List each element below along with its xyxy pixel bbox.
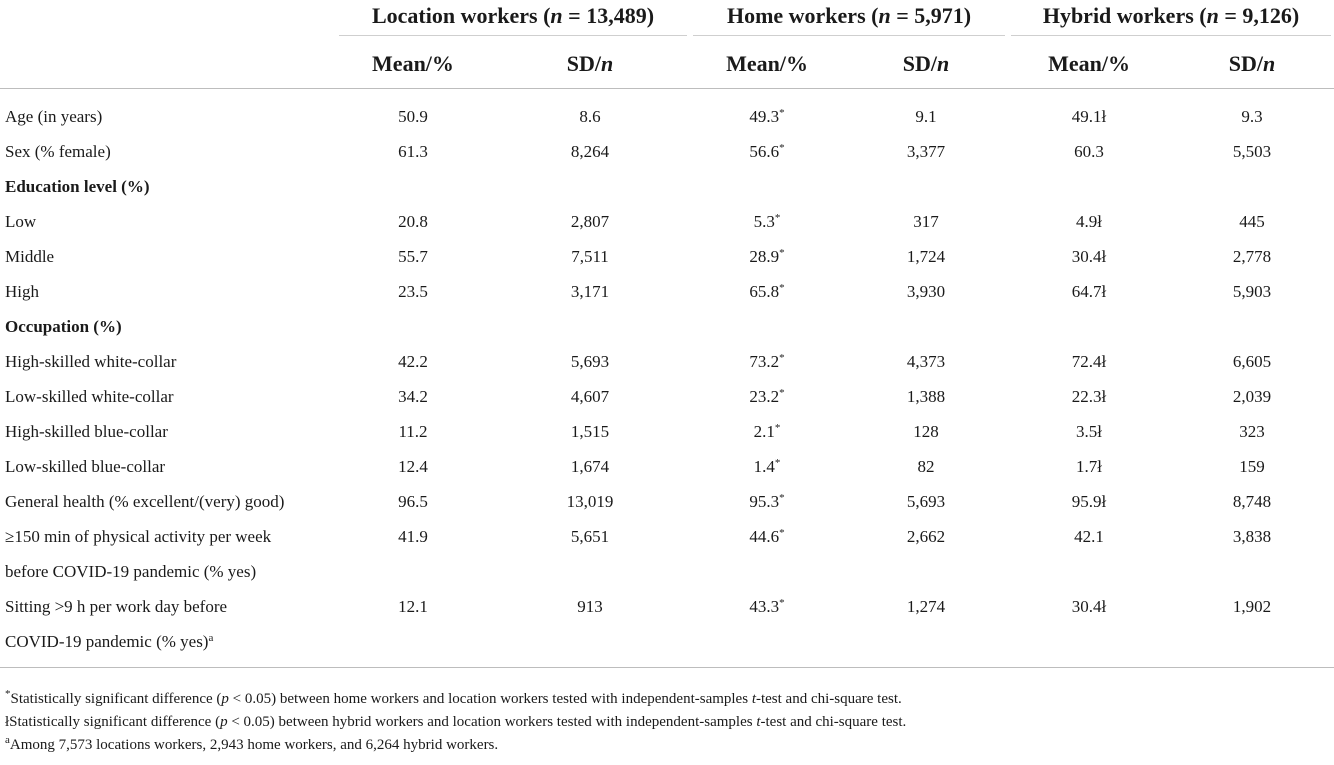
mean-cell xyxy=(690,554,844,589)
table-row xyxy=(0,589,1334,624)
mean-cell xyxy=(1008,624,1170,659)
table-row xyxy=(0,379,1334,414)
table-row xyxy=(0,484,1334,519)
mean-cell: 30.4ł xyxy=(1071,596,1107,616)
mean-cell: 1.4* xyxy=(753,456,781,476)
sd-n-cell: 8,264 xyxy=(570,141,610,161)
row-label: High-skilled white-collar xyxy=(5,351,177,371)
table-row xyxy=(0,414,1334,449)
sd-n-cell: 82 xyxy=(917,456,935,476)
sd-n-cell xyxy=(844,169,1008,204)
table-body xyxy=(0,89,1334,668)
mean-cell xyxy=(1008,554,1170,589)
table-row xyxy=(0,169,1334,204)
sd-n-cell: 9.3 xyxy=(1241,106,1263,126)
mean-cell: 11.2 xyxy=(398,421,428,441)
sd-n-cell: 128 xyxy=(913,421,939,441)
mean-cell xyxy=(1008,309,1170,344)
mean-cell: 44.6* xyxy=(749,526,785,546)
group-header-hybrid: Hybrid workers (n = 9,126) xyxy=(1008,0,1334,40)
mean-cell: 65.8* xyxy=(749,281,785,301)
sd-n-cell: 5,503 xyxy=(1232,141,1272,161)
col-header-mean: Mean/% xyxy=(1008,40,1170,89)
col-header-sd: SD/n xyxy=(490,40,690,89)
row-label: General health (% excellent/(very) good) xyxy=(5,491,285,511)
mean-cell xyxy=(1008,169,1170,204)
footnote-home: *Statistically significant difference (p < 0.05) between home workers and location workers tested with independent-samples t-test and chi-square test. xyxy=(5,688,902,707)
sd-n-cell: 2,039 xyxy=(1232,386,1272,406)
group-header-location: Location workers (n = 13,489) xyxy=(336,0,690,40)
sd-n-cell: 4,607 xyxy=(570,386,610,406)
mean-cell: 42.2 xyxy=(398,351,428,371)
row-label: Low xyxy=(5,211,37,231)
mean-cell: 96.5 xyxy=(398,491,428,511)
sd-n-cell: 1,388 xyxy=(906,386,946,406)
table-row xyxy=(0,99,1334,134)
table-row xyxy=(0,449,1334,484)
row-label: Occupation (%) xyxy=(5,316,122,336)
sd-n-cell: 5,651 xyxy=(570,526,610,546)
col-header-mean: Mean/% xyxy=(690,40,844,89)
sd-n-cell xyxy=(1170,309,1334,344)
table-row xyxy=(0,274,1334,309)
table-row xyxy=(0,239,1334,274)
mean-cell: 20.8 xyxy=(398,211,428,231)
col-header-sd: SD/n xyxy=(844,40,1008,89)
sd-n-cell: 13,019 xyxy=(566,491,614,511)
sd-n-cell xyxy=(490,169,690,204)
mean-cell: 34.2 xyxy=(398,386,428,406)
mean-cell: 23.2* xyxy=(749,386,785,406)
sd-n-cell: 1,902 xyxy=(1232,596,1272,616)
sd-n-cell: 3,377 xyxy=(906,141,946,161)
sd-n-cell: 317 xyxy=(913,211,939,231)
row-label: High xyxy=(5,281,39,301)
sd-n-cell: 1,274 xyxy=(906,596,946,616)
mean-cell: 50.9 xyxy=(398,106,428,126)
mean-cell: 73.2* xyxy=(749,351,785,371)
row-label: Age (in years) xyxy=(5,106,103,126)
sd-n-cell xyxy=(1170,624,1334,659)
sd-n-cell: 159 xyxy=(1239,456,1265,476)
table-row xyxy=(0,344,1334,379)
sd-n-cell: 3,838 xyxy=(1232,526,1272,546)
sd-n-cell xyxy=(844,624,1008,659)
mean-cell: 23.5 xyxy=(398,281,428,301)
mean-cell: 72.4ł xyxy=(1071,351,1107,371)
sd-n-cell: 1,674 xyxy=(570,456,610,476)
sd-n-cell: 445 xyxy=(1239,211,1265,231)
col-header-mean: Mean/% xyxy=(336,40,490,89)
sd-n-cell xyxy=(490,554,690,589)
row-label: Education level (%) xyxy=(5,176,150,196)
row-label: Low-skilled blue-collar xyxy=(5,456,166,476)
mean-cell: 28.9* xyxy=(749,246,785,266)
sd-n-cell xyxy=(490,624,690,659)
mean-cell: 22.3ł xyxy=(1071,386,1107,406)
sd-n-cell xyxy=(490,309,690,344)
sd-n-cell: 2,662 xyxy=(906,526,946,546)
row-label: Low-skilled white-collar xyxy=(5,386,174,406)
mean-cell: 2.1* xyxy=(753,421,781,441)
table-row xyxy=(0,624,1334,659)
group-header-home: Home workers (n = 5,971) xyxy=(690,0,1008,40)
mean-cell: 56.6* xyxy=(749,141,785,161)
row-label: Sex (% female) xyxy=(5,141,111,161)
sd-n-cell: 3,171 xyxy=(570,281,610,301)
mean-cell: 95.3* xyxy=(749,491,785,511)
table-row xyxy=(0,519,1334,554)
table-row xyxy=(0,204,1334,239)
table-row xyxy=(0,309,1334,344)
mean-cell: 4.9ł xyxy=(1076,211,1103,231)
mean-cell: 3.5ł xyxy=(1076,421,1103,441)
col-header-sd: SD/n xyxy=(1170,40,1334,89)
mean-cell xyxy=(690,169,844,204)
sd-n-cell xyxy=(1170,554,1334,589)
sd-n-cell: 7,511 xyxy=(571,246,609,266)
mean-cell: 5.3* xyxy=(753,211,781,231)
mean-cell: 61.3 xyxy=(398,141,428,161)
mean-cell: 12.4 xyxy=(398,456,428,476)
mean-cell: 64.7ł xyxy=(1071,281,1107,301)
mean-cell xyxy=(336,309,490,344)
sd-n-cell: 2,778 xyxy=(1232,246,1272,266)
mean-cell: 42.1 xyxy=(1074,526,1104,546)
sd-n-cell: 4,373 xyxy=(906,351,946,371)
row-label: Sitting >9 h per work day before xyxy=(5,596,228,616)
sd-n-cell xyxy=(844,554,1008,589)
table-footnotes xyxy=(5,688,906,757)
sd-n-cell: 913 xyxy=(577,596,603,616)
mean-cell: 95.9ł xyxy=(1071,491,1107,511)
mean-cell: 49.3* xyxy=(749,106,785,126)
sd-n-cell: 5,693 xyxy=(906,491,946,511)
row-label: ≥150 min of physical activity per week xyxy=(5,526,272,546)
row-label: High-skilled blue-collar xyxy=(5,421,168,441)
table-row xyxy=(0,554,1334,589)
mean-cell: 1.7ł xyxy=(1076,456,1103,476)
sd-n-cell: 1,515 xyxy=(570,421,610,441)
row-label: before COVID-19 pandemic (% yes) xyxy=(5,561,257,581)
sd-n-cell: 5,903 xyxy=(1232,281,1272,301)
label-column-header xyxy=(0,40,336,89)
mean-cell: 30.4ł xyxy=(1071,246,1107,266)
mean-cell: 60.3 xyxy=(1074,141,1104,161)
mean-cell xyxy=(690,309,844,344)
corner-cell xyxy=(0,0,336,40)
mean-cell: 55.7 xyxy=(398,246,428,266)
mean-cell: 49.1ł xyxy=(1071,106,1107,126)
sd-n-cell: 1,724 xyxy=(906,246,946,266)
table-row xyxy=(0,134,1334,169)
mean-cell xyxy=(336,624,490,659)
mean-cell: 43.3* xyxy=(749,596,785,616)
sd-n-cell: 323 xyxy=(1239,421,1265,441)
footnote-sample: $^a$Among 7,573 locations workers, 2,943 home workers, and 6,264 hybrid workers. xyxy=(5,734,499,753)
mean-cell: 12.1 xyxy=(398,596,428,616)
sd-n-cell: 2,807 xyxy=(570,211,610,231)
sd-n-cell xyxy=(844,309,1008,344)
sd-n-cell: 5,693 xyxy=(570,351,610,371)
sd-n-cell: 8.6 xyxy=(579,106,601,126)
mean-cell xyxy=(336,554,490,589)
mean-cell xyxy=(690,624,844,659)
mean-cell xyxy=(336,169,490,204)
sd-n-cell: 9.1 xyxy=(915,106,937,126)
row-label: COVID-19 pandemic (% yes)$^a$ xyxy=(5,631,214,651)
row-label: Middle xyxy=(5,246,55,266)
sd-n-cell xyxy=(1170,169,1334,204)
sd-n-cell: 6,605 xyxy=(1232,351,1272,371)
sd-n-cell: 3,930 xyxy=(906,281,946,301)
footnote-hybrid: łStatistically significant difference (p < 0.05) between hybrid workers and location workers tested with independent-samples t-test and chi-square test. xyxy=(5,714,907,730)
sd-n-cell: 8,748 xyxy=(1232,491,1272,511)
mean-cell: 41.9 xyxy=(398,526,428,546)
